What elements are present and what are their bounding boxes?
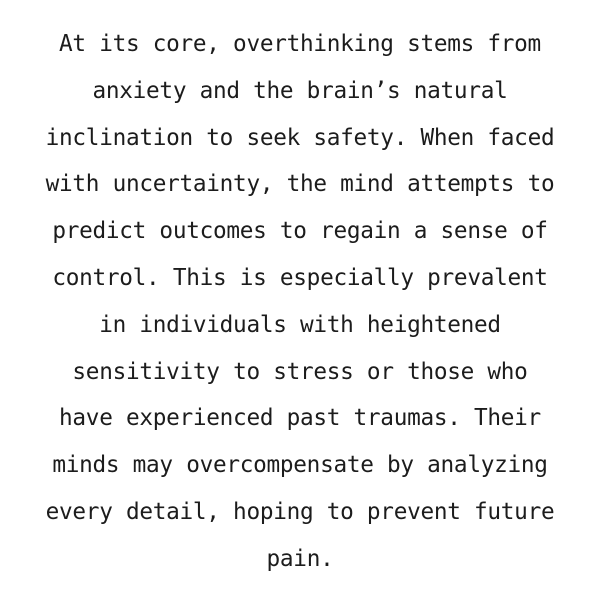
body-paragraph [0, 20, 600, 582]
paragraph-line: inclination to seek safety. When faced [45, 122, 555, 151]
paragraph-line: in individuals with heightened [99, 309, 501, 338]
paragraph-line: minds may overcompensate by analyzing [52, 450, 548, 479]
paragraph-line: anxiety and the brain’s natural [92, 75, 508, 104]
paragraph-line: predict outcomes to regain a sense of [52, 216, 548, 245]
paragraph-line: pain. [266, 543, 334, 572]
paragraph-line: At its core, overthinking stems from [59, 29, 541, 57]
paragraph-line: every detail, hoping to prevent future [45, 496, 555, 525]
paragraph-line: with uncertainty, the mind attempts to [45, 169, 555, 198]
paragraph-line: control. This is especially prevalent [52, 262, 548, 291]
paragraph-line: sensitivity to stress or those who [72, 356, 528, 385]
paragraph-line: have experienced past traumas. Their [59, 403, 541, 432]
